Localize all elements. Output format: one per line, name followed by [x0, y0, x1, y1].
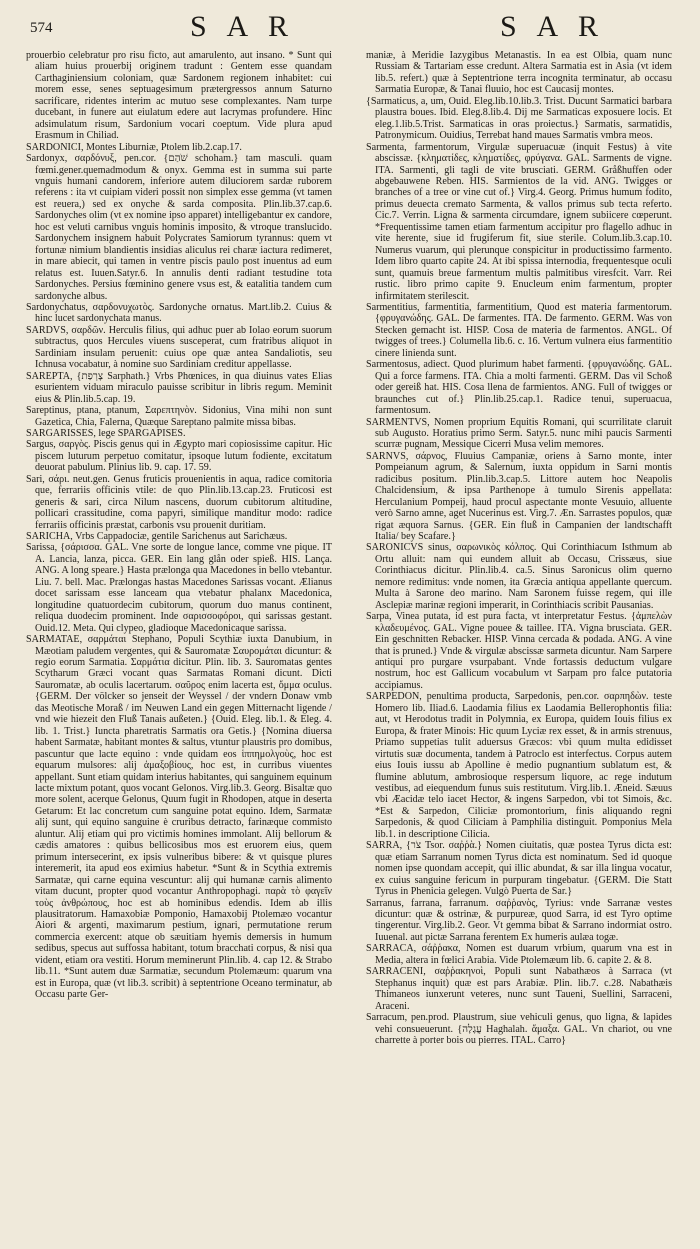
entry-sareptinus: Sareptinus, ptana, ptanum, Σαρεπτηνὸν. Sidonius, Vina mihi non sunt Gazetica, Chia, Falerna, Quæque Sareptano palmite missa bibas.	[26, 405, 332, 428]
entry-sarmentus: SARMENTVS, Nomen proprium Equitis Romani, qui scurrilitate claruit sub Augusto. Horatius primo Serm. Satyr.5. nunc mihi paucis Sarmenti scurræ pugnam, Messique Cicerri Musa velim memores.	[366, 416, 672, 451]
running-head-right: S A R	[500, 10, 606, 43]
entry-saronicus: SARONICVS sinus, σαρωνικὸς κόλπος. Qui Corinthiacum Isthmum ab Ortu alluit: nam qui eundem alluit ab Occasu, Crissæus, siue Corinthiacus dicitur. Plin.lib.4. ca.5. Sinus Saronicus olim querno nemore redimitus: vnde nomen, ita Græcia antiqua appellante quercum. Multa à Sarone deo marino. Nam Saronem fuisse regem, qui ille Asclepiæ marinæ regioni imperarit, in Corinthiacis scribit Pausanias.	[366, 542, 672, 611]
entry-sarraca: SARRACA, σάῤῥακα, Nomen est duarum vrbium, quarum vna est in Media, altera in fœlici Arabia. Vide Ptolemæum lib. 6. capite 2. & 8.	[366, 943, 672, 966]
entry-sarpedon: SARPEDON, penultima producta, Sarpedonis, pen.cor. σαρπηδὼν. teste Homero lib. Iliad.6. Laodamia filius ex Laodamia Bellerophontis filia: aut, vt Herodotus tradit in Polymnia, ex Europa, quidem Iouis filius ex Europa, & frater Minois: Hic quum Lyciæ rex esset, & in armis strenuus, Priamo suppetias tulit aduersus Græcos: vbi quum multa edidisset virtutis suæ documenta, tandem à Patroclo est interfectus. Corpus autem eius Iouis iussu ab Apolline è medio pugnantium sublatum est, & flumine ablutum, ambrosioque respersum liquore, ac rege indutum vestibus, ad eiequendum funus suis restitutum. Virg.lib.1. Æneid. Sæuus vbi Æacidæ telo iacet Hector, & ingens Sarpedon, vbi tot Simois, &c. *Est & Sarpedon, Ciliciæ promontorium, finis aliquando regni Sarpedonis, & quod Ciliciam à Pamphilia distinguit. Pomponius Mela lib.1. in descriptione Cilicia.	[366, 691, 672, 840]
page-number: 574	[30, 20, 53, 36]
entry-sarmatae: SARMATAE, σαρμάται Stephano, Populi Scythiæ iuxta Danubium, in Mæotiam paludem vergentes, qui & Sauromatæ Σαυρομάται dicuntur: & regio eorum Sarmatia. Σαρμάτια dicitur. Plin. lib. 3. Sauromatas gentes Scytharum Græci vocant quas Sarmatas Romani dicunt. Dicti Sauromatæ, ab oculis lacertarum. σαῦρος enim lacerta est, ὄμμα oculus. {GERM. Der völcker so jenseit der Weyssel / der vndern Donaw vmb das Meotische Moraß / im Neuwen Land ein gegen Mitternacht ligende / vnd wie hiezeit den Fluß Tanais außeten.} {Ouid. Eleg. lib.1. & Eleg. 4. lib. 1. Trist.} Iuncta pharetratis Sarmatis ora Getis.} {Nomina diuersa habent Sarmatæ, habitant montes & saltus, vtuntur plaustris pro domibus, pascuntur que lacte equino : vnde quidam eos ἱππημολγοὺς, hoc est equarum mulsores: alij ἁμαξοβίους, hoc est, in curribus viuentes appellant. Sunt etiam quidam interius habitantes, qui sanguinem equinum lacte mixtum potant, quos vocant Gelonos. Virg.lib.3. Georg. Bisaltæ quo more solent, acerque Gelonus, Quum fugit in Rhodopen, atque in deserta Getarum: Et lac concretum cum sanguine potat equino. Idem, Sarmatæ alij sunt, qui equino sanguine è cruribus detracto, farinæque commisto aluntur. Alij etiam qui pro victimis homines immolant. Alij bellorum & cædis amatores : quibus bellicosibus mos est eruorem eius, quem primum intersecerint, ex ipsis vulneribus bibere: & vt quisque plures interemerit, ita apud eos eximius habetur. *Sunt & in Scythia extremis Sarmatæ, qui carne equina vescuntur: alij qui humanæ carnis alimento vitam ducunt, propter quod vocantur Anthropophagi. παρὰ τὸ φαγεῖν τοὺς ἀνθρώπους, hoc est ab hominibus edendis. Idem ab illis plausitratorum. Hamaxobiæ Pomponio, Hamaxobij Ptolemæo vocantur Aiori & argenti, maximarum pestium, ignari, permutatione rerum commercia exercent: atque ob sæuitiam hyemis demersis in humum sedibus, specus aut suffossa habitant, totum bracchati corpus, & nisi qua vident, etiam ora vestiti. Horum meminerunt Plin.lib. 4. cap 12. & Strabo lib.11. *Sunt autem duæ Sarmatiæ, secundum Ptolemæum: quarum vna est in Europa, quæ (vt lib.3. scribit) à septentrione Oceano terminatur, ab Occasu parte Ger-	[26, 634, 332, 1001]
right-column	[366, 50, 672, 1240]
entry-sardonyx: Sardonyx, σαρδόνυξ, pen.cor. {שֹׁהַם schoham.} tam masculi. quam fœmi.gener.quemadmodum & onyx. Gemma est in summa sui parte vnguis humani candorem, inferiore autem diluciorem sardæ ruborem referens : ita vt cuipiam videri possit non simplex esse gemma (vt tamen est reuera,) sed ex onyche & sarda composita. Plin.lib.37.cap.6. Sardonyches olim (vt ex nomine ipso apparet) intelligebantur ex candore, hoc est veluti carnibus vnguis hominis imposito, & vtroque translucido. Sardonychem insignem habuit Polycrates Samiorum tyrannus: quem vt fortunæ nimium blandientis insidias aliculus rei charæ iactura redimeret, in mare abiecit, qui tamen in ventre piscis paulo post inuentus ad eum relatus est. Iuuen.Satyr.6. In annulis denti radiant testudine tota Sardonyches. Persius fœminino genere vsus est, & eatalitia tandem cum sardonyche albus.	[26, 153, 332, 302]
entry-sardonici: SARDONICI, Montes Liburniæ, Ptolem lib.2.cap.17.	[26, 141, 242, 153]
running-head-left: S A R	[190, 10, 296, 43]
entry-sarnus: SARNVS, σάρνος, Fluuius Campaniæ, oriens à Sarno monte, inter Pompeianum agrum, & Salernum, iuxta oppidum in Sarni montis radicibus positum. Plin.lib.3.cap.5. Littore autem hoc Neapolis Chalcidensium, & ipsa Parthenope à tumulo Sirenis appellata: Herculanium Pompeij, haud procul aspectante monte Vesuuio, alluente verò Sarno amne, aget Nucerinus est. Virg.7. Æn. Sarrastes populos, quæ rigat æquora Sarnus. {GER. Ein fluß in Campanien der landtschafft Italia/ bey Scafare.}	[366, 450, 672, 543]
entry-sari: Sari, σάρι. neut.gen. Genus fruticis prouenientis in aqua, radice comitoria que, ferrariis officinis vtile: de quo Plin.lib.13.cap.23. Fruticosi est generis & sari, circa Nilum nascens, duorum cubitorum altitudine, pollicari crassitudine, coma papyri, similique manditur modo: radice ferrariis officinis præstat, carbonis vsu prouenit duritiam.	[26, 473, 332, 531]
entry-sardus: SARDVS, σαρδῶν. Herculis filius, qui adhuc puer ab Iolao eorum suorum subtractus, quos Hercules viuens susceperat, cum fratribus aliquot in Sardiniam insulam peruenit: cuius ope quæ antea Sandaliotis, seu Ichnusa vocabatur, à nomine suo Sardiniam creditur appellasse.	[26, 324, 332, 371]
entry-sarpa: Sarpa, Vinea putata, id est pura facta, vt interpretatur Festus. {ἀμπελὼν κλαδευμένος. GAL. Vigne pouee & taillee. ITA. Vigna brusciata. GER. Ein geschnitten Rebacker. HISP. Vinna cercada & podada. ANG. A vine that is pruned.} Vnde & virgulæ abscissæ sarmeta dicuntur. Nam Sarpere antiqui pro purgare vsurpabant. Vnde fortassis deductum vulgare nostrum, hoc est Gallicum vocabulum vt Sarpam pro falce putatoria accipiamus.	[366, 611, 672, 691]
entry-sarmenta: Sarmenta, farmentorum, Virgulæ superuacuæ (inquit Festus) à vite abscissæ. {κληματίδες, κληματίδες, φρύγανα. GAL. Sarments de vigne. ITA. Sarmenti, gli tagli de vite brusciati. GERM. Gråßhuffen oder abgebauwene Reben. HIS. Sarmientos de la vid. ANG. Twigges or branches of a tree or vine cut of.} Virg.4. Georg. Primus humum fodito, primus deuecta cremato Sarmenta, & vallos primus sub tecta referto. Cic.7. Verrin. Ligna & sarmenta circumdare, ignem subiicere cœperunt. *Frequentissime tamen etiam farmentum accipitur pro flagello adhuc in vite herente, siue id frugiferum fit, siue sterile. Colum.lib.3.cap.10. Numerus vuarum, qui plerunque conspicitur in productissimo farmento. Idem libro quarto capite 24. At ibi spissa internodia, frequentesque oculi sunt, quamuis breue farmentum multis palmitibus viresfcit. Varr. Rei rustic. libro primo capite 9. Enucleum enim farmentum, propter infirmitatem sterilescit.	[366, 141, 672, 302]
entry-sarissa: Sarissa, {σάρισσα. GAL. Vne sorte de longue lance, comme vne pique. IT A. Lancia, lanza, picca. GER. Ein lang glån oder spieß. HIS. Lança. ANG. A long speare.} Hasta prælonga qua Macedones in bello vtebantur. Liu. 7. bell. Mac. Prælongas hastas Macedones Sarissas vocant. Ælianus docet sarissam esse lanceam qua vtebatur phalanx Macedonica, longitudine quatuordecim cubitorum, quorum duo manus continent, reliqua duodecim prominent. Inde σαρισσοφόροι, qui sarissas gestant. Ouid.12. Meta. Qui clypeo, gladioque Macedonicaque sarissa.	[26, 542, 332, 634]
entry-sarmatia-continuation: maniæ, à Meridie Iazygibus Metanastis. In ea est Olbia, quam nunc Russiam & Tartariam esse credunt. Altera Sarmatia est in Asia (vt idem lib.5. refert.) quæ à Septentrione terra incognita terminatur, ab occasu Sarmatia Europæ, & Tanai fluuio, hoc est Caucasij montes.	[366, 50, 672, 96]
entry-sarepta: SAREPTA, {צָרְפַת Sarphath.} Vrbs Phœnices, in qua diuinus vates Elias esurientem viduam miraculo pauisse scribitur in libris regum. Meminit eius & Plin.lib.5.cap. 19.	[26, 370, 332, 405]
entry-sarmaticus: {Sarmaticus, a, um, Ouid. Eleg.lib.10.lib.3. Trist. Ducunt Sarmatici barbara plaustra boues. Ibid. Eleg.8.lib.4. Dij me Sarmaticas exposuere locis. Et eleg.1.lib.5.Trist. Sarmaticas in oras proiectus.} Sarmatis, sarmatidis, Patronymicum. Ouidius, Terrebat hand maues Sarmatis vmbra meos.	[366, 95, 672, 142]
entry-proverb-continuation: prouerbio celebratur pro risu ficto, aut amarulento, aut insano. * Sunt qui aliam huius prouerbij originem tradunt : Gentem esse quandam Carthaginiensium coloniam, quæ Sardonem regionem inhabitet: cui morem esse, senes septuagesimum prætergressos annum Saturno sacrificare, ridentes interim ac mutuo sese complexantes. Nam turpe ducebant, in funere aut eiulatum edere aut lacrymas profundere. Hinc adsimulatum risum, Sardonium vocari coeptum. Vide plura apud Erasmum in Chiliad.	[26, 50, 332, 142]
entry-sarraceni: SARRACENI, σαῤῥακηνοὶ, Populi sunt Nabathæos à Sarraca (vt Stephanus inquit) quæ est pars Arabiæ. Plin. lib.7. c.28. Nabathæis Thimaneos iunxerunt veteres, nunc sunt Taueni, Suellini, Sarraceni, Araceni.	[366, 966, 672, 1012]
entry-saricha: SARICHA, Vrbs Cappadociæ, gentile Sarichenus aut Sarichæus.	[26, 531, 288, 543]
entry-sarracum: Sarracum, pen.prod. Plaustrum, siue vehiculi genus, quo ligna, & lapides vehi consueuerunt. {עֲגָלָה Haghalah. ἅμαξα. GAL. Vn chariot, ou vne charrette à porter bois ou pierres. ITAL. Carro}	[366, 1012, 672, 1046]
entry-sardonychatus: Sardonychatus, σαρδονυχωτὸς. Sardonyche ornatus. Mart.lib.2. Cuius & hinc lucet sardonychata manus.	[26, 301, 332, 325]
entry-sarmentitius: Sarmentitius, farmentitia, farmentitium, Quod est materia farmentorum. {φρυγανώδης. GAL. De farmentes. ITA. De farmento. GERM. Was von Stecken gemacht ist. HISP. Cosa de materia de farmentos. ANGL. Of twigges of trees.} Columella lib.6. c. 16. Vertum vulnera eius farmentitio cinere linienda sunt.	[366, 301, 672, 359]
left-column	[26, 50, 332, 1240]
entry-sargarisses: SARGARISSES, lege SPARGAPISES.	[26, 427, 186, 439]
entry-sarranus: Sarranus, farrana, farranum. σαῤῥανὸς, Tyrius: vnde Sarranæ vestes dicuntur: quæ & ostrinæ, & purpureæ, quod Sarra, id est Tyro optime tingerentur. Virg.lib.2. Geor. Vt gemma bibat & Sarrano indormiat ostro. Iuuenal. aut pictæ Sarrana ferentem Ex humeris aulæa togæ.	[366, 897, 672, 943]
entry-sargus: Sargus, σαργὸς. Piscis genus qui in Ægypto mari copiosissime capitur. Hic piscem luturum perpetuo comitatur, ipsoque lutum fodiente, excitatum deuorat pabulum. Plinius lib. 9. cap. 17. 59.	[26, 439, 332, 474]
entry-sarra: SARRA, {צֹר Tsor. σαῤῥὰ.} Nomen ciuitatis, quæ postea Tyrus dicta est: quæ etiam Sarranum nomen Tyrus dicta est nominatum. Sed id quoque nomen ipse quondam accepit, qui illic abundat, & sar illa lingua vocatur, ex cuius sanguine fericum in purpuram tingebatur. {GERM. Die Statt Tyrus in Phenicia gelegen. Vulgò Puerta de Sar.}	[366, 840, 672, 898]
page-header	[0, 8, 700, 48]
entry-sarmentosus: Sarmentosus, adiect. Quod plurimum habet farmenti. {φρυγανώδης. GAL. Qui a force farmens. ITA. Chia a molti farmenti. GERM. Das vil Schoß oder gereiß hat. HIS. Cosa llena de farmientos. ANG. Full of twigges or braunches cut of.} Plin.lib.25.cap.1. Radice tenui, superuacua, farmentosum.	[366, 359, 672, 417]
